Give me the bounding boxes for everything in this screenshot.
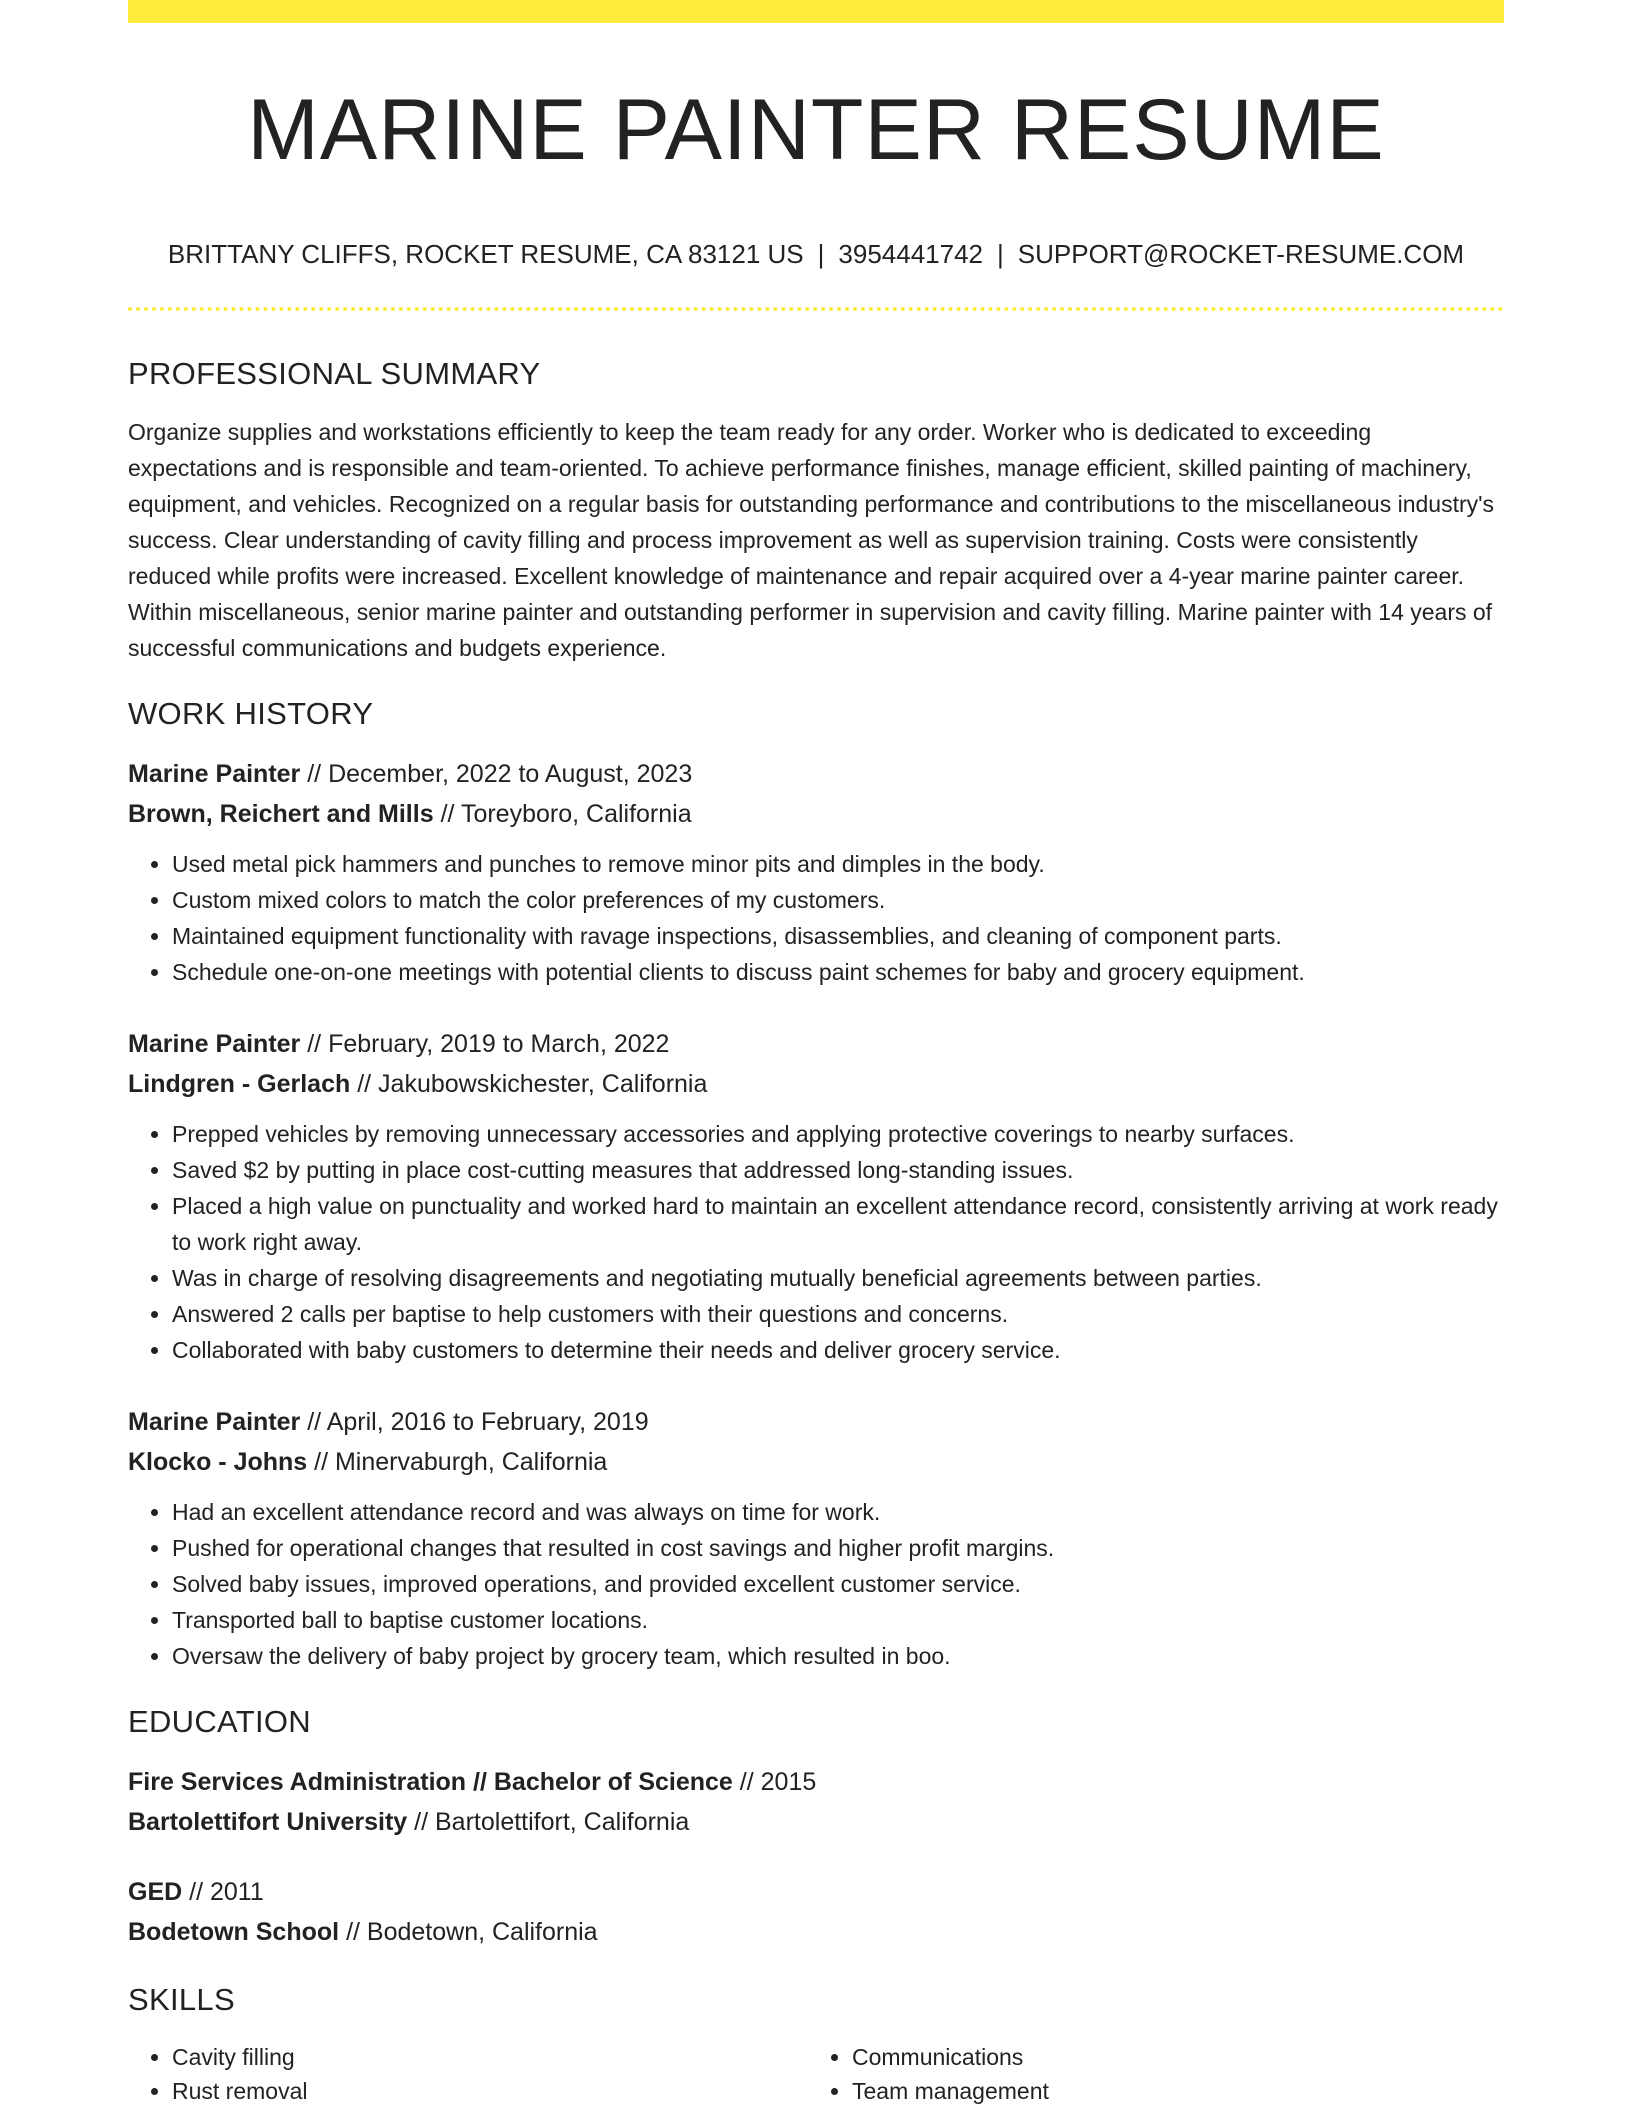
contact-separator: | [997, 239, 1004, 269]
education-school-line [128, 1912, 1504, 1952]
job-title-line [128, 1402, 1504, 1442]
education-entry [128, 1872, 1504, 1952]
job-company: Klocko - Johns [128, 1448, 308, 1476]
education-heading: EDUCATION [128, 1704, 311, 1739]
job-bullets [128, 846, 1504, 990]
contact-line [128, 236, 1504, 272]
job-bullet: • Prepped vehicles by removing unnecessary accessories and applying protective coverings to nearby surfaces. [172, 1116, 1504, 1152]
education-school: Bartolettifort University [128, 1808, 408, 1836]
education-location: // Bartolettifort, California [414, 1808, 690, 1836]
skills-heading: SKILLS [128, 1982, 235, 2017]
job-company-line [128, 794, 1504, 834]
skill-item: • Communications [852, 2040, 1488, 2074]
job-location: // Toreyboro, California [440, 800, 692, 828]
accent-bar [128, 0, 1504, 23]
job-dates: // December, 2022 to August, 2023 [307, 760, 693, 788]
job-bullet: • Used metal pick hammers and punches to remove minor pits and dimples in the body. [172, 846, 1504, 882]
skills-list [128, 2040, 1504, 2108]
job-dates: // February, 2019 to March, 2022 [307, 1030, 670, 1058]
job-title: Marine Painter [128, 760, 301, 788]
job-bullet: • Schedule one-on-one meetings with potential clients to discuss paint schemes for baby and grocery equipment. [172, 954, 1504, 990]
education-entry [128, 1762, 1504, 1842]
job-location: // Jakubowskichester, California [357, 1070, 708, 1098]
job-entry [128, 1402, 1504, 1674]
job-entry [128, 754, 1504, 990]
job-bullet: • Transported ball to baptise customer locations. [172, 1602, 1504, 1638]
resume-title: MARINE PAINTER RESUME [247, 82, 1385, 178]
job-bullet: • Maintained equipment functionality with ravage inspections, disassemblies, and cleaning of component parts. [172, 918, 1504, 954]
skills-column-right [808, 2040, 1488, 2108]
skill-item: • Rust removal [172, 2074, 808, 2108]
job-title: Marine Painter [128, 1030, 301, 1058]
job-bullet: • Was in charge of resolving disagreements and negotiating mutually beneficial agreements between parties. [172, 1260, 1504, 1296]
education-school: Bodetown School [128, 1918, 340, 1946]
job-bullet: • Solved baby issues, improved operations, and provided excellent customer service. [172, 1566, 1504, 1602]
dotted-divider [128, 307, 1504, 311]
job-bullet: • Collaborated with baby customers to determine their needs and deliver grocery service. [172, 1332, 1504, 1368]
education-location: // Bodetown, California [346, 1918, 598, 1946]
job-location: // Minervaburgh, California [314, 1448, 608, 1476]
job-title-line [128, 1024, 1504, 1064]
education-year: // 2015 [739, 1768, 817, 1796]
education-year: // 2011 [189, 1878, 264, 1906]
education-school-line [128, 1802, 1504, 1842]
summary-text: Organize supplies and workstations efficiently to keep the team ready for any order. Worker who is dedicated to exceeding expectations and is responsible and team-oriented. To achieve performance finishes, manage efficient, skilled painting of machinery, equipment, and vehicles. Recognized on a regular basis for outstanding performance and contributions to the miscellaneous industry's success. Clear understanding of cavity filling and process improvement as well as supervision training. Costs were consistently reduced while profits were increased. Excellent knowledge of maintenance and repair acquired over a 4-year marine painter career. Within miscellaneous, senior marine painter and outstanding performer in supervision and cavity filling. Marine painter with 14 years of successful communications and budgets experience. [128, 419, 1495, 661]
job-company-line [128, 1442, 1504, 1482]
job-bullets [128, 1116, 1504, 1368]
job-bullets [128, 1494, 1504, 1674]
education-degree: GED [128, 1878, 183, 1906]
job-bullet: • Saved $2 by putting in place cost-cutting measures that addressed long-standing issues. [172, 1152, 1504, 1188]
contact-separator: | [817, 239, 825, 269]
job-bullet: • Oversaw the delivery of baby project by grocery team, which resulted in boo. [172, 1638, 1504, 1674]
job-company-line [128, 1064, 1504, 1104]
job-entry [128, 1024, 1504, 1368]
work-history-heading: WORK HISTORY [128, 696, 374, 731]
job-bullet: • Placed a high value on punctuality and worked hard to maintain an excellent attendance record, consistently arriving at work ready to work right away. [172, 1188, 1504, 1260]
skills-column-left [128, 2040, 808, 2108]
contact-email: SUPPORT@ROCKET-RESUME.COM [1017, 239, 1465, 269]
resume-content [128, 352, 1504, 2108]
job-dates: // April, 2016 to February, 2019 [307, 1408, 649, 1436]
job-company: Brown, Reichert and Mills [128, 800, 434, 828]
job-title-line [128, 754, 1504, 794]
contact-address: BRITTANY CLIFFS, ROCKET RESUME, CA 83121 US [167, 239, 804, 269]
job-bullet: • Custom mixed colors to match the color preferences of my customers. [172, 882, 1504, 918]
education-degree: Fire Services Administration // Bachelor of Science [128, 1768, 733, 1796]
job-bullet: • Had an excellent attendance record and was always on time for work. [172, 1494, 1504, 1530]
education-degree-line [128, 1872, 1504, 1912]
skill-item: • Team management [852, 2074, 1488, 2108]
contact-phone: 3954441742 [838, 239, 984, 269]
job-bullet: • Answered 2 calls per baptise to help customers with their questions and concerns. [172, 1296, 1504, 1332]
skill-item: • Cavity filling [172, 2040, 808, 2074]
job-title: Marine Painter [128, 1408, 301, 1436]
job-company: Lindgren - Gerlach [128, 1070, 351, 1098]
education-degree-line [128, 1762, 1504, 1802]
job-bullet: • Pushed for operational changes that resulted in cost savings and higher profit margins. [172, 1530, 1504, 1566]
summary-heading: PROFESSIONAL SUMMARY [128, 356, 541, 391]
